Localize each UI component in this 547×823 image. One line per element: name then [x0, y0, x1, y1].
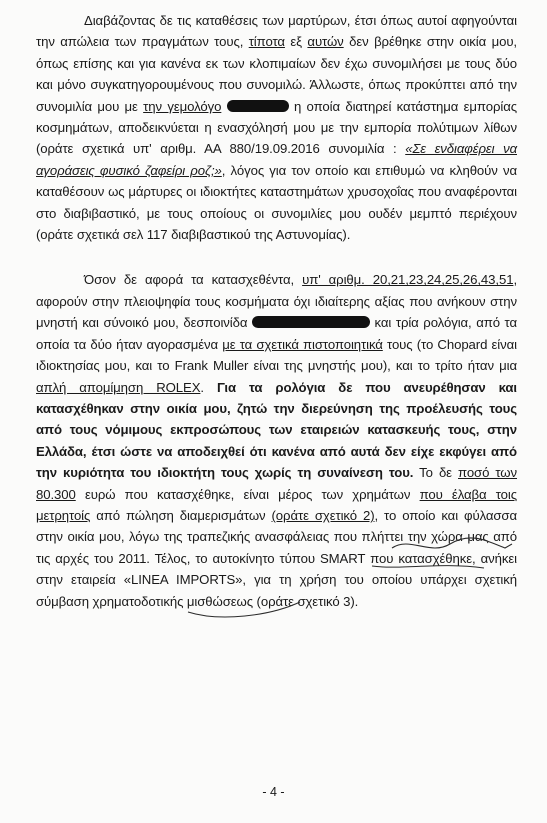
text-run: Το δε — [413, 465, 459, 481]
text-run: «Σε ενδιαφέρει να αγοράσεις φυσικό ζαφείρι ροζ;» — [36, 141, 517, 178]
text-run: Διαβάζοντας δε τις καταθέσεις των μαρτύρων, έτσι όπως αυτοί αφηγούνται την απώλεια των πραγμάτων τους, — [36, 13, 517, 50]
paragraph-seized-items — [36, 269, 517, 612]
text-run: εξ — [284, 34, 308, 50]
text-run: (οράτε σχετικό 2) — [271, 507, 375, 523]
text-run: που έλαβα τοις μετρητοίς — [36, 486, 517, 523]
text-run: τους (το Chopard είναι ιδιοκτησίας μου, και το Frank Muller είναι της μνηστής μου), και το τρίτο ήταν μια — [36, 336, 517, 374]
text-run: τίποτα — [248, 34, 285, 50]
paragraph-gap — [36, 245, 517, 269]
text-run: αυτών — [307, 34, 344, 50]
text-run: Όσον δε αφορά τα κατασχεθέντα, — [84, 272, 303, 288]
text-run: Για τα ρολόγια δε που ανευρέθησαν και κατασχέθηκαν στην οικία μου, ζητώ την διερεύνηση της προέλευσής τους από τους νόμιμους εκπροσώπους των εταιρειών κατασκευής τους, στην Ελλάδα, έτσι ώστε να αποδειχθεί ότι κανένα από αυτά δεν είχε εκφύγει από την κυριότητα του ιδιοκτήτη τους χωρίς τη συναίνεση του. — [36, 379, 517, 481]
text-run: ευρώ που κατασχέθηκε, είναι μέρος των χρημάτων — [75, 486, 420, 502]
redaction-mark — [227, 100, 289, 112]
text-run: ποσό των 80.300 — [36, 465, 517, 502]
text-run: με τα σχετικά πιστοποιητικά — [222, 336, 383, 352]
text-run: , το οποίο και φύλασσα στην οικία μου, λόγω της τραπεζικής ανασφάλειας που πλήττει την χώρα μας από τις αρχές του 2011. Τέλος, το αυτοκίνητο τύπου SMART που κατασχέθηκε, ανήκει στην εταιρεία «LINEA IMPORTS», για τη χρήση του οποίου υπάρχει σχετική σύμβαση χρηματοδοτικής μισθώσεως (οράτε σχετικό 3). — [36, 507, 517, 609]
text-run: υπ' αριθμ. 20,21,23,24,25,26,43,51 — [302, 272, 514, 288]
text-run: η οποία διατηρεί κατάστημα εμπορίας κοσμημάτων, αποδεικνύεται η ενασχόλησή μου με την εμπορία πολύτιμων λίθων (οράτε σχετικά υπ' αριθμ. ΑΑ 880/19.09.2016 συνομιλία : — [36, 98, 517, 157]
text-run: . — [200, 379, 217, 395]
redaction-mark — [252, 316, 370, 328]
text-run: , αφορούν στην πλειοψηφία τους κοσμήματα όχι ιδιαίτερης αξίας που ανήκουν στην μνηστή και σύνοικό μου, δεσποινίδα — [36, 272, 518, 331]
text-run: δεν βρέθηκε στην οικία μου, όπως επίσης και για κανένα εκ των κλοπιμαίων δεν έχω συνομιλήσει με τους δύο και μόνο συγκατηγορουμένους που συνομιλώ. Άλλωστε, όπως προκύπτει από την συνομιλία μου με — [36, 34, 517, 114]
text-run: , λόγος για τον οποίο και επιθυμώ να κληθούν να καταθέσουν ως μάρτυρες οι ιδιοκτήτες καταστημάτων χρυσοχοΐας που αναφέρονται στο διαβιβαστικό, με τους οποίους οι συνομιλίες μου ουδέν μεμπτό περιέχουν (οράτε σχετικά σελ 117 διαβιβαστικού της Αστυνομίας). — [36, 162, 517, 243]
text-run — [221, 99, 226, 114]
text-run: από πώληση διαμερισμάτων — [90, 507, 272, 523]
page-number: - 4 - — [262, 785, 285, 799]
text-run: και τρία ρολόγια, από τα οποία τα δύο ήταν αγορασμένα — [36, 315, 518, 352]
paragraph-testimonies — [36, 10, 517, 245]
text-run: απλή απομίμηση ROLEX — [36, 379, 201, 395]
text-run: την γεμολόγο — [143, 98, 222, 114]
